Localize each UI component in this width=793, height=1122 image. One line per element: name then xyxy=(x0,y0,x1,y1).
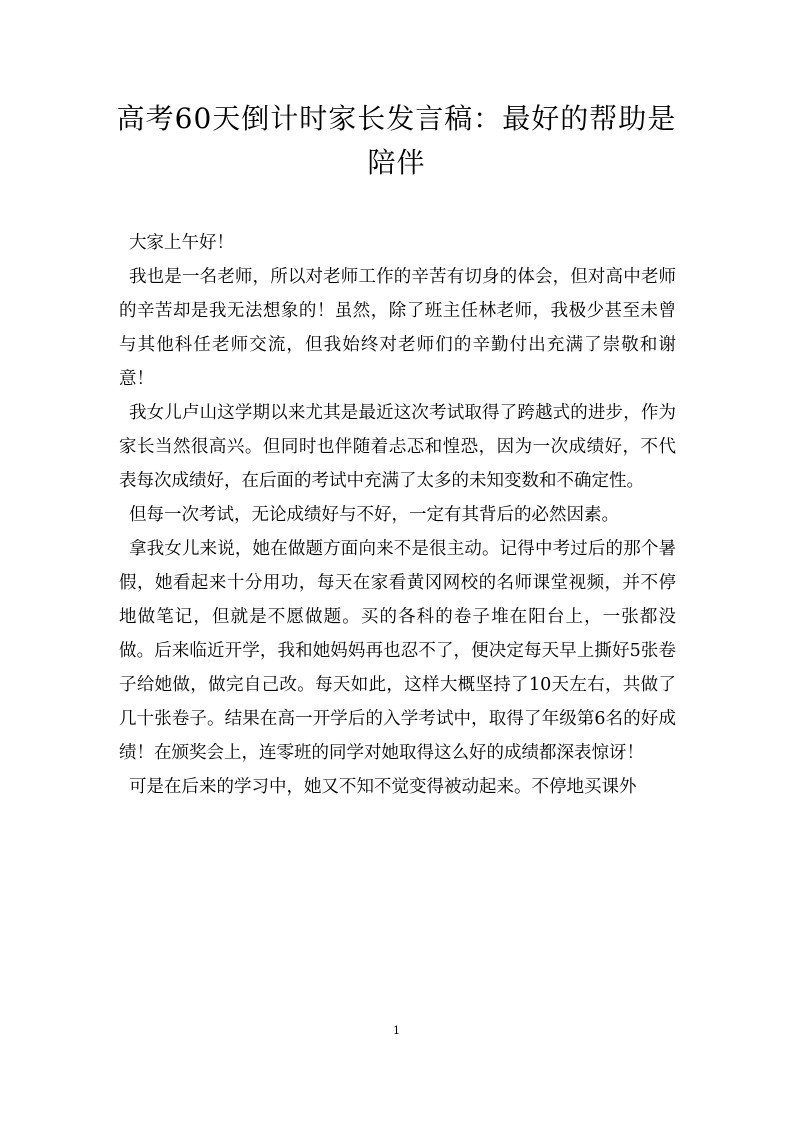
document-title: 高考60天倒计时家长发言稿：最好的帮助是陪伴 xyxy=(116,102,677,179)
document-body xyxy=(119,226,676,804)
paragraph: 拿我女儿来说，她在做题方面向来不是很主动。记得中考过后的那个暑假，她看起来十分用功，每天在家看黄冈网校的名师课堂视频，并不停地做笔记，但就是不愿做题。买的各科的卷子堆在阳台上，一张都没做。后来临近开学，我和她妈妈再也忍不了，便决定每天早上撕好5张卷子给她做，做完自己改。每天如此，这样大概坚持了10天左右，共做了几十张卷子。结果在高一开学后的入学考试中，取得了年级第6名的好成绩！在颁奖会上，连零班的同学对她取得这么好的成绩都深表惊讶！ xyxy=(119,539,676,763)
paragraph: 但每一次考试，无论成绩好与不好，一定有其背后的必然因素。 xyxy=(129,505,619,525)
paragraph-greeting: 大家上午好！ xyxy=(129,233,234,253)
paragraph-continued: 可是在后来的学习中，她又不知不觉变得被动起来。不停地买课外 xyxy=(129,777,637,797)
paragraph: 我也是一名老师，所以对老师工作的辛苦有切身的体会，但对高中老师的辛苦却是我无法想象的！虽然，除了班主任林老师，我极少甚至未曾与其他科任老师交流，但我始终对老师们的辛勤付出充满了崇敬和谢意！ xyxy=(119,267,676,389)
paragraph: 我女儿卢山这学期以来尤其是最近这次考试取得了跨越式的进步，作为家长当然很高兴。但同时也伴随着忐忑和惶恐，因为一次成绩好，不代表每次成绩好，在后面的考试中充满了太多的未知变数和不确定性。 xyxy=(119,403,676,491)
page-number: 1 xyxy=(393,1024,400,1037)
